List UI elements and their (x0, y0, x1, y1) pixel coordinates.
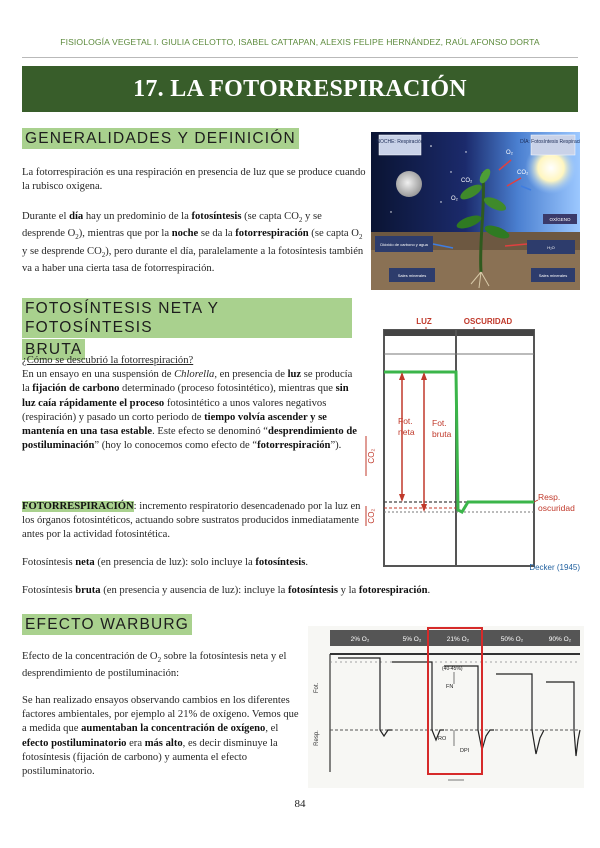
ylabel-fot: Fot. (314, 682, 320, 694)
co2-axis-bottom: CO₂ (367, 508, 376, 524)
dpi-label: DPI (460, 748, 470, 754)
paragraph-day-night: Durante el día hay un predominio de la fotosíntesis (se capta $CO_2$ y se desprende $O_2$), mientras que por la noche se da la fotorrespiración (se capta $O_2$ y se desprende $CO_2$), pero durante el día, paralelamente a la fotosíntesis también va a haber una cierta tasa de fotorrespiración. (22, 211, 364, 274)
bottom-box-left: Sales minerales (397, 273, 427, 278)
oxygen-box: OXÍGENO (549, 217, 571, 222)
o2-label: O₂ (506, 150, 513, 156)
panel-label: 2% O₂ (350, 636, 370, 643)
panel-label: 50% O₂ (500, 636, 524, 643)
bottom-box-right: Sales minerales (538, 273, 568, 278)
fot-bruta-label-2: bruta (432, 429, 452, 439)
section-heading-neta-bruta: FOTOSÍNTESIS NETA Y FOTOSÍNTESIS BRUTA (22, 298, 352, 361)
paragraph-warburg-results: Se han realizado ensayos observando cambios en los diferentes factores ambientales, por ejemplo al 21% de oxígeno. Vemos que a medida que aumentaban la concentración de oxígeno, el efecto postiluminatorio era más alto, es decir disminuye la fotosíntesis (fijación de carbono) y aumenta el efecto postiluminatorio. (22, 695, 299, 778)
moon-icon (396, 171, 422, 197)
graph-frame (384, 330, 534, 566)
oscuridad-label: OSCURIDAD (463, 317, 513, 326)
night-label: NOCHE: Respiración (376, 139, 424, 145)
page-number: 84 (294, 798, 306, 810)
figure-day-night (371, 132, 580, 290)
fot-bruta-label-1: Fot. (432, 418, 447, 428)
source-label: Decker (1945) (529, 563, 580, 572)
section-heading-warburg: EFECTO WARBURG (22, 614, 192, 635)
paragraph-definition: La fotorrespiración es una respiración en presencia de luz que se produce cuando la rubisco oxigena. (22, 167, 366, 193)
day-label: DÍA: Fotosíntesis Respiración (520, 139, 580, 145)
luz-label: LUZ (416, 317, 432, 326)
ylabel-resp: Resp. (314, 730, 320, 746)
figure-warburg (308, 626, 584, 788)
header-divider (22, 57, 578, 58)
panel-label: 5% O₂ (402, 636, 422, 643)
resp-label-2: oscuridad (538, 503, 575, 513)
resp-label-1: Resp. (538, 492, 561, 502)
paragraph-discovery: ¿Cómo se descubrió la fotorrespiración? En un ensayo en una suspensión de Chlorella, en presencia de luz se producía la fijación de carbono determinado (proceso fotosintético), mientras que sin luz caía rápidamente el proceso fotosintético a unos valores negativos (respiración) y pasado un corto periodo de tiempo volvía ascender y se mantenía en una tasa estable. Este efecto se denominó “desprendimiento de postiluminación” (hoy lo conocemos como efecto de “fotorrespiración”). (22, 355, 357, 452)
panel-label: 90% O₂ (548, 636, 572, 643)
water-box: H₂O (547, 245, 555, 250)
co2-axis-top: CO₂ (367, 448, 376, 464)
fn-label: FN (446, 684, 454, 690)
panel-label: 21% O₂ (446, 636, 470, 643)
chapter-title: 17. LA FOTORRESPIRACIÓN (22, 66, 578, 112)
ro-label: RO (438, 736, 447, 742)
section-heading-generalidades: GENERALIDADES Y DEFINICIÓN (22, 128, 299, 149)
paragraph-warburg-intro: Efecto de la concentración de $O_2$ sobre la fotosíntesis neta y el desprendimiento de postiluminación: (22, 651, 287, 680)
paragraph-fotorrespiracion-def: FOTORRESPIRACIÓN: incremento respiratorio desencadenado por la luz en los órganos fotosintéticos, actuando sobre sustratos producidos inmediatamente antes por la actividad fotosintética. (22, 501, 361, 541)
running-header: FISIOLOGÍA VEGETAL I. GIULIA CELOTTO, ISABEL CATTAPAN, ALEXIS FELIPE HERNÁNDEZ, RAÚL AFONSO DORTA (60, 37, 540, 47)
paragraph-neta: Fotosíntesis neta (en presencia de luz): solo incluye la fotosíntesis. (22, 557, 308, 568)
co2-label: CO₂ (517, 170, 529, 176)
paragraph-bruta: Fotosíntesis bruta (en presencia y ausencia de luz): incluye la fotosíntesis y la fotorespiración. (22, 585, 431, 596)
fot-neta-label-2: neta (398, 427, 415, 437)
o2-label-left: O₂ (451, 196, 458, 202)
photosynthesis-curve (384, 372, 534, 512)
fot-neta-label-1: Fot. (398, 416, 413, 426)
left-box: Dióxido de carbono y agua (380, 242, 428, 247)
co2-label-left: CO₂ (461, 178, 473, 184)
range-label: (40-45%) (442, 666, 463, 672)
figure-decker-graph (360, 316, 582, 574)
